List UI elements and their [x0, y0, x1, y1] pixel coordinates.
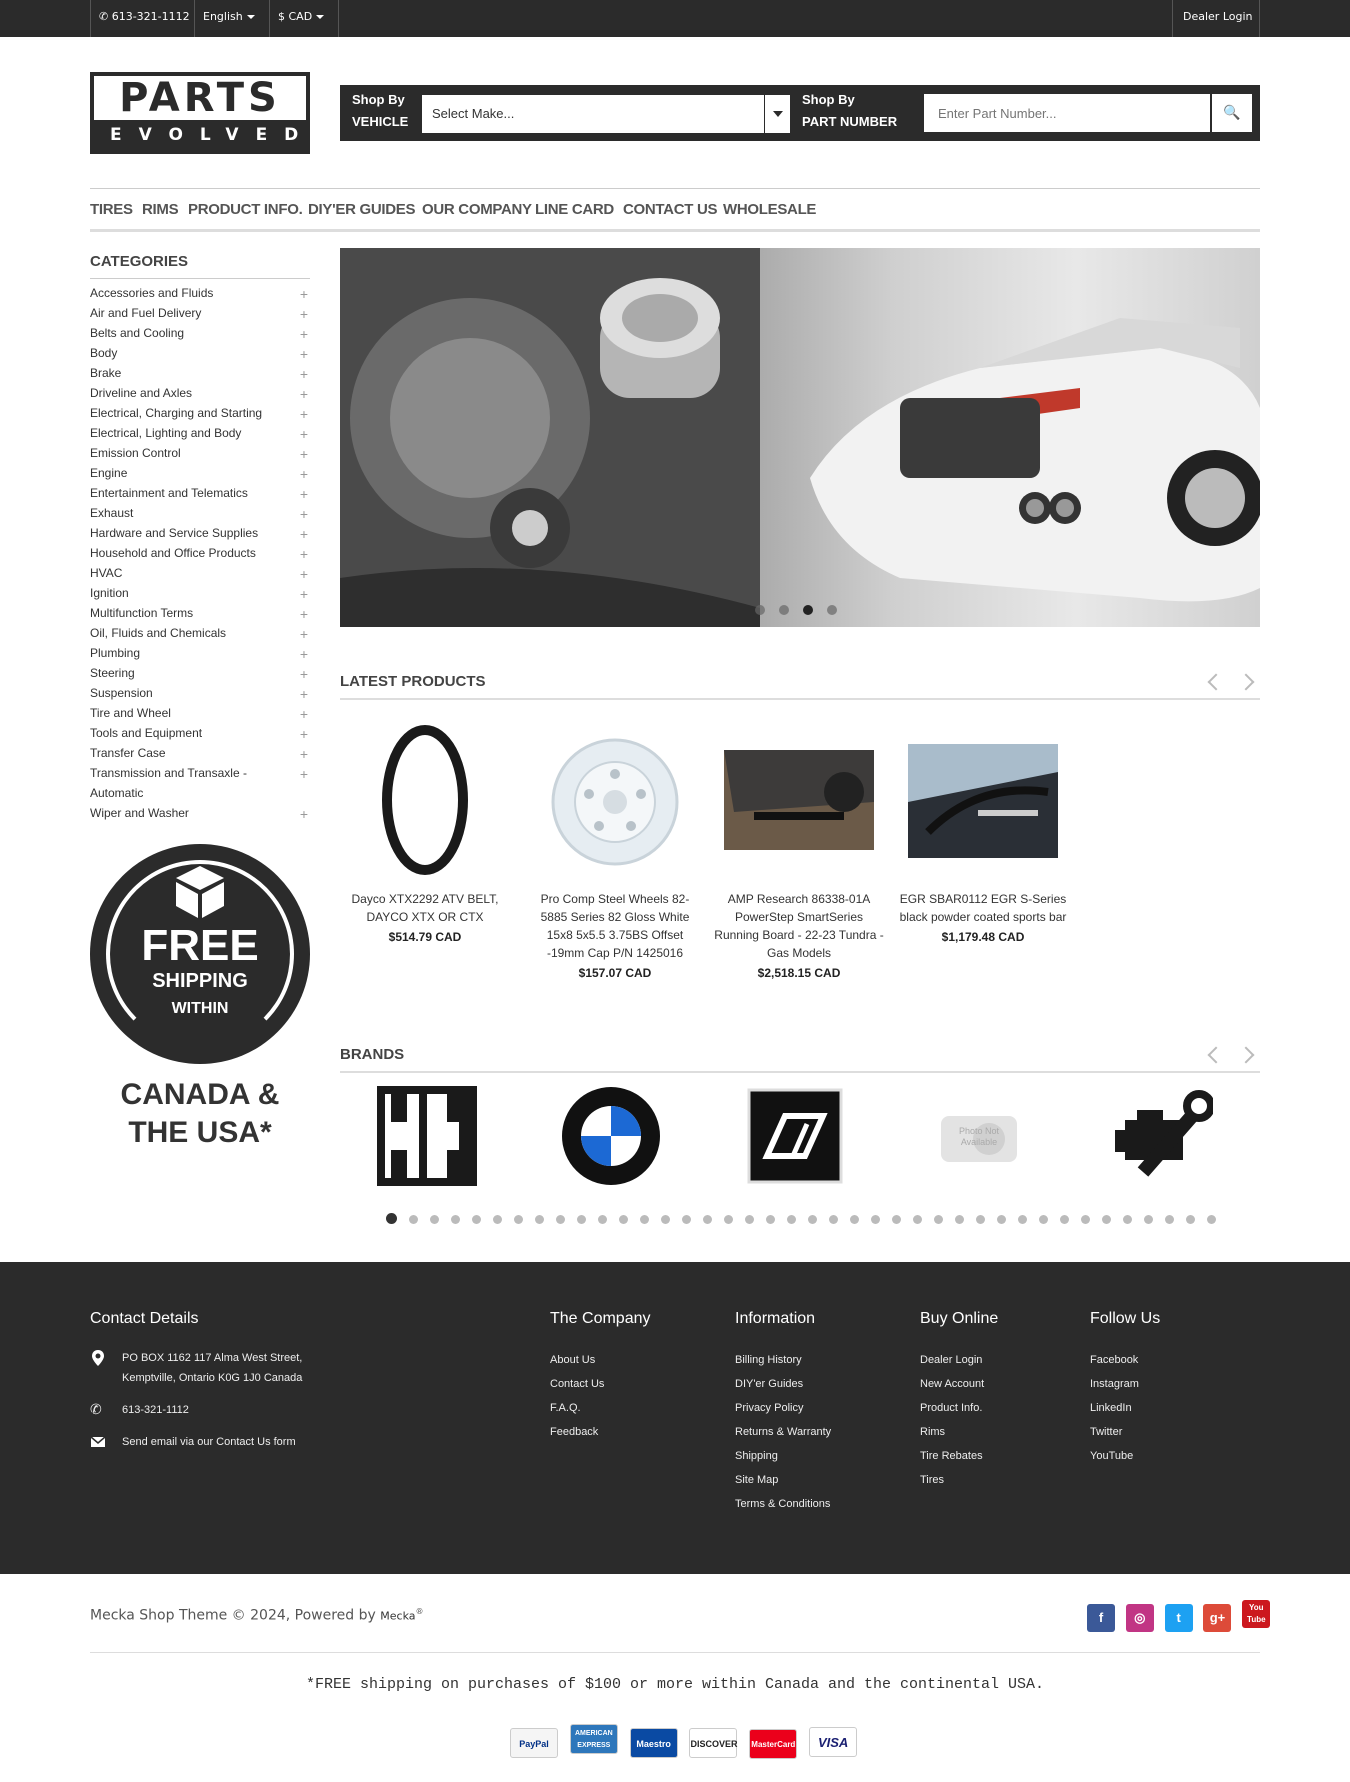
dealer-login-link[interactable]	[1172, 0, 1260, 37]
brand-dot[interactable]	[955, 1215, 964, 1224]
footer-contact-title: Contact Details	[90, 1310, 199, 1327]
brands-title: BRANDS	[340, 1046, 1260, 1073]
plus-icon[interactable]: +	[299, 686, 308, 702]
brand-logo-jdm[interactable]	[745, 1086, 845, 1186]
footer-follow-title: Follow Us	[1090, 1310, 1161, 1327]
phone-icon: ✆	[99, 10, 109, 23]
free-shipping-badge	[90, 844, 310, 1064]
brand-dot[interactable]	[1039, 1215, 1048, 1224]
mecka-link[interactable]: Mecka	[380, 1609, 416, 1623]
brand-dot[interactable]	[850, 1215, 859, 1224]
paypal-icon: PayPal	[510, 1728, 558, 1758]
brand-dot[interactable]	[619, 1215, 628, 1224]
logo-text-parts: PARTS	[94, 76, 306, 120]
category-item[interactable]: Hardware and Service Supplies +	[90, 526, 308, 542]
product-price: $1,179.48 CAD	[941, 930, 1025, 944]
plus-icon[interactable]: +	[299, 366, 308, 382]
product-card[interactable]	[898, 722, 1068, 944]
product-name[interactable]: Pro Comp Steel Wheels 82-5885 Series 82 Gloss White 15x8 5x5.5 3.75BS Offset -19mm Cap P/N 1425016	[540, 892, 690, 960]
footer-buy-online-title: Buy Online	[920, 1310, 999, 1327]
brand-dot[interactable]	[892, 1215, 901, 1224]
footer-link-contact-us[interactable]: Contact Us	[550, 1378, 605, 1390]
brand-logo-placeholder[interactable]	[929, 1086, 1029, 1186]
copyright	[90, 1607, 424, 1624]
plus-icon[interactable]: +	[299, 766, 308, 782]
product-name[interactable]: Dayco XTX2292 ATV BELT, DAYCO XTX OR CTX	[351, 892, 499, 924]
brand-dot[interactable]	[703, 1215, 712, 1224]
category-item[interactable]: Accessories and Fluids +	[90, 286, 308, 302]
category-item[interactable]: Engine +	[90, 466, 308, 482]
wheel-image	[530, 722, 700, 882]
category-item[interactable]: Transmission and Transaxle - Automatic +	[90, 766, 308, 800]
footer-phone[interactable]	[90, 1400, 510, 1420]
footer	[0, 1262, 1350, 1574]
category-item[interactable]: Brake +	[90, 366, 308, 382]
footer-link-returns-warranty[interactable]: Returns & Warranty	[735, 1426, 832, 1438]
photo-not-available-line-2: Available	[960, 1137, 998, 1147]
brand-dot[interactable]	[724, 1215, 733, 1224]
category-item[interactable]: Driveline and Axles +	[90, 386, 308, 402]
footer-link-facebook[interactable]: Facebook	[1090, 1354, 1139, 1366]
plus-icon[interactable]: +	[299, 746, 308, 762]
footer-link-rims[interactable]: Rims	[920, 1426, 946, 1438]
category-item[interactable]: Transfer Case +	[90, 746, 308, 762]
address	[90, 1348, 510, 1388]
footer-link-linkedin[interactable]: LinkedIn	[1090, 1402, 1132, 1414]
footer-company	[550, 1310, 651, 1444]
product-price: $157.07 CAD	[578, 966, 652, 980]
plus-icon[interactable]: +	[299, 406, 308, 422]
dealer-login-label: Dealer Login	[1183, 10, 1253, 23]
language-label: English	[203, 10, 243, 23]
brand-dot[interactable]	[997, 1215, 1006, 1224]
footer-link-about-us[interactable]: About Us	[550, 1354, 596, 1366]
maestro-icon: Maestro	[630, 1728, 678, 1758]
brands-pagination	[386, 1213, 1228, 1227]
brand-dot[interactable]	[808, 1215, 817, 1224]
banner-pagination	[755, 604, 851, 618]
shop-by-part-label-1: Shop By	[802, 92, 855, 107]
shop-by-vehicle-label-1: Shop By	[352, 92, 405, 107]
brand-dot[interactable]	[577, 1215, 586, 1224]
shipping-note: *FREE shipping on purchases of $100 or more within Canada and the continental USA.	[305, 1676, 1045, 1693]
site-logo[interactable]	[90, 72, 316, 154]
phone-number: 613-321-1112	[111, 10, 190, 23]
banner-dot[interactable]	[755, 605, 765, 615]
bmw-icon	[561, 1086, 661, 1186]
package-icon	[174, 864, 226, 920]
category-item[interactable]: Ignition +	[90, 586, 308, 602]
banner-dot[interactable]	[827, 605, 837, 615]
brand-dot[interactable]	[1165, 1215, 1174, 1224]
logo-text-evolved: EVOLVED	[110, 125, 316, 145]
footer-link-shipping[interactable]: Shipping	[735, 1450, 778, 1462]
footer-link-dealer-login[interactable]: Dealer Login	[920, 1354, 983, 1366]
footer-link-terms[interactable]: Terms & Conditions	[735, 1498, 831, 1510]
search-button[interactable]	[1212, 94, 1252, 132]
plus-icon[interactable]: +	[299, 726, 308, 742]
brand-jdm-icon	[745, 1086, 845, 1186]
divider	[90, 1652, 1260, 1653]
category-item[interactable]: Body +	[90, 346, 308, 362]
phone-link[interactable]	[90, 0, 194, 37]
plus-icon[interactable]: +	[299, 546, 308, 562]
make-select[interactable]: Select Make...	[422, 95, 790, 133]
category-item[interactable]: HVAC +	[90, 566, 308, 582]
plus-icon[interactable]: +	[299, 386, 308, 402]
footer-buy-online	[920, 1310, 998, 1492]
brand-dot-active[interactable]	[386, 1213, 397, 1224]
footer-link-instagram[interactable]: Instagram	[1090, 1378, 1139, 1390]
banner-dot[interactable]	[779, 605, 789, 615]
hero-banner[interactable]	[340, 248, 1260, 627]
plus-icon[interactable]: +	[299, 666, 308, 682]
brand-ee-icon	[377, 1086, 477, 1186]
brand-dot[interactable]	[535, 1215, 544, 1224]
brand-dot[interactable]	[1060, 1215, 1069, 1224]
category-item[interactable]: Steering +	[90, 666, 308, 682]
categories-title: CATEGORIES	[90, 253, 310, 279]
footer-link-privacy-policy[interactable]: Privacy Policy	[735, 1402, 804, 1414]
plus-icon[interactable]: +	[299, 506, 308, 522]
brand-dot[interactable]	[1186, 1215, 1195, 1224]
category-item[interactable]: Exhaust +	[90, 506, 308, 522]
category-item[interactable]: Entertainment and Telematics +	[90, 486, 308, 502]
product-image[interactable]	[530, 722, 700, 882]
nav-product-info[interactable]: PRODUCT INFO.	[188, 201, 303, 218]
belt-image	[340, 722, 510, 882]
nav-diyer-guides[interactable]: DIY'ER GUIDES	[308, 201, 416, 218]
plus-icon[interactable]: +	[299, 466, 308, 482]
nav-our-company[interactable]: OUR COMPANY	[422, 201, 532, 218]
footer-follow	[1090, 1310, 1160, 1468]
footer-link-diyer-guides[interactable]: DIY'er Guides	[735, 1378, 804, 1390]
brand-dot[interactable]	[1144, 1215, 1153, 1224]
category-item[interactable]: Plumbing +	[90, 646, 308, 662]
category-item[interactable]: Suspension +	[90, 686, 308, 702]
plus-icon[interactable]: +	[299, 606, 308, 622]
brand-dot[interactable]	[1207, 1215, 1216, 1224]
categories-list	[90, 283, 310, 823]
plus-icon[interactable]: +	[299, 646, 308, 662]
brand-dot[interactable]	[451, 1215, 460, 1224]
category-item[interactable]: Emission Control +	[90, 446, 308, 462]
visa-icon: VISA	[809, 1727, 857, 1757]
brand-dot[interactable]	[430, 1215, 439, 1224]
search-bar	[340, 85, 1260, 141]
banner-image	[340, 248, 1260, 627]
footer-link-tires[interactable]: Tires	[920, 1474, 945, 1486]
plus-icon[interactable]: +	[299, 346, 308, 362]
registered-mark: ®	[415, 1607, 424, 1616]
brand-dot[interactable]	[787, 1215, 796, 1224]
brand-dot[interactable]	[1018, 1215, 1027, 1224]
nav-line-card[interactable]: LINE CARD	[535, 201, 614, 218]
brand-logo-bmw[interactable]	[561, 1086, 661, 1186]
badge-free-text: FREE	[141, 921, 259, 970]
footer-link-tire-rebates[interactable]: Tire Rebates	[920, 1450, 983, 1462]
plus-icon[interactable]: +	[299, 626, 308, 642]
nav-tires[interactable]: TIRES	[90, 201, 133, 218]
plus-icon[interactable]: +	[299, 486, 308, 502]
footer-information	[735, 1310, 831, 1516]
twitter-icon[interactable]: t	[1165, 1604, 1193, 1632]
latest-products-title: LATEST PRODUCTS	[340, 673, 1260, 700]
footer-company-title: The Company	[550, 1310, 651, 1327]
shop-by-vehicle-label-2: VEHICLE	[352, 114, 409, 129]
plus-icon[interactable]: +	[299, 426, 308, 442]
shop-by-part-label-2: PART NUMBER	[802, 114, 898, 129]
engine-wrench-icon	[1113, 1086, 1213, 1186]
currency-dropdown[interactable]	[269, 0, 339, 37]
address-line-1: PO BOX 1162 117 Alma West Street,	[122, 1352, 303, 1364]
shipping-region-line-1: CANADA &	[120, 1078, 280, 1111]
product-image[interactable]	[898, 722, 1068, 882]
nav-rims[interactable]: RIMS	[142, 201, 179, 218]
banner-dot-active[interactable]	[803, 605, 813, 615]
category-item[interactable]: Wiper and Washer +	[90, 806, 308, 822]
brand-dot[interactable]	[640, 1215, 649, 1224]
nav-contact-us[interactable]: CONTACT US	[623, 201, 718, 218]
product-card[interactable]	[714, 722, 884, 980]
brand-dot[interactable]	[1081, 1215, 1090, 1224]
brand-dot[interactable]	[1102, 1215, 1111, 1224]
part-number-input[interactable]	[924, 94, 1210, 132]
badge-shipping-text: SHIPPING	[152, 970, 248, 992]
amex-icon: AMERICAN EXPRESS	[570, 1724, 618, 1754]
product-price: $514.79 CAD	[388, 930, 462, 944]
plus-icon[interactable]: +	[299, 306, 308, 322]
brand-dot[interactable]	[493, 1215, 502, 1224]
footer-link-site-map[interactable]: Site Map	[735, 1474, 779, 1486]
sports-bar-image	[898, 722, 1068, 882]
photo-not-available-line-1: Photo Not	[958, 1126, 1000, 1136]
language-dropdown[interactable]	[194, 0, 269, 37]
category-item[interactable]: Household and Office Products +	[90, 546, 308, 562]
category-item[interactable]: Multifunction Terms +	[90, 606, 308, 622]
product-price: $2,518.15 CAD	[757, 966, 841, 980]
plus-icon[interactable]: +	[299, 586, 308, 602]
search-icon: 🔍	[1223, 105, 1241, 121]
category-item[interactable]: Oil, Fluids and Chemicals +	[90, 626, 308, 642]
nav-wholesale[interactable]: WHOLESALE	[723, 201, 817, 218]
brand-dot[interactable]	[556, 1215, 565, 1224]
footer-contact	[90, 1310, 510, 1464]
brand-dot[interactable]	[472, 1215, 481, 1224]
product-image[interactable]	[340, 722, 510, 882]
plus-icon[interactable]: +	[299, 806, 308, 822]
product-card[interactable]	[530, 722, 700, 980]
facebook-icon[interactable]: f	[1087, 1604, 1115, 1632]
youtube-icon[interactable]: You Tube	[1242, 1600, 1270, 1628]
brand-dot[interactable]	[661, 1215, 670, 1224]
phone-icon: ✆	[90, 1401, 102, 1417]
category-item[interactable]: Air and Fuel Delivery +	[90, 306, 308, 322]
payment-methods	[510, 1724, 865, 1759]
plus-icon[interactable]: +	[299, 326, 308, 342]
brand-dot[interactable]	[766, 1215, 775, 1224]
chevron-down-icon	[247, 15, 255, 19]
footer-link-twitter[interactable]: Twitter	[1090, 1426, 1123, 1438]
address-line-2: Kemptville, Ontario K0G 1J0 Canada	[122, 1372, 303, 1384]
top-bar	[0, 0, 1350, 37]
plus-icon[interactable]: +	[299, 526, 308, 542]
footer-link-billing-history[interactable]: Billing History	[735, 1354, 802, 1366]
category-item[interactable]: Tools and Equipment +	[90, 726, 308, 742]
envelope-icon	[90, 1434, 106, 1450]
category-item[interactable]: Belts and Cooling +	[90, 326, 308, 342]
product-name[interactable]: AMP Research 86338-01A PowerStep SmartSeries Running Board - 22-23 Tundra - Gas Models	[714, 892, 884, 960]
footer-link-feedback[interactable]: Feedback	[550, 1426, 599, 1438]
brand-dot[interactable]	[976, 1215, 985, 1224]
category-item[interactable]: Electrical, Lighting and Body +	[90, 426, 308, 442]
footer-link-new-account[interactable]: New Account	[920, 1378, 985, 1390]
footer-email-text: Send email via our Contact Us form	[122, 1436, 296, 1448]
brand-dot[interactable]	[745, 1215, 754, 1224]
brand-dot[interactable]	[409, 1215, 418, 1224]
plus-icon[interactable]: +	[299, 566, 308, 582]
chevron-down-icon[interactable]	[764, 95, 790, 133]
product-name[interactable]: EGR SBAR0112 EGR S-Series black powder coated sports bar	[899, 892, 1067, 924]
product-image[interactable]	[714, 722, 884, 882]
shipping-region-line-2: THE USA*	[128, 1116, 272, 1149]
product-card[interactable]	[340, 722, 510, 944]
category-item[interactable]: Electrical, Charging and Starting +	[90, 406, 308, 422]
brand-dot[interactable]	[913, 1215, 922, 1224]
footer-information-title: Information	[735, 1310, 816, 1327]
brand-dot[interactable]	[871, 1215, 880, 1224]
badge-within-text: WITHIN	[171, 1000, 229, 1017]
mastercard-icon: MasterCard	[749, 1729, 797, 1759]
category-item[interactable]: Tire and Wheel +	[90, 706, 308, 722]
footer-phone-number: 613-321-1112	[122, 1404, 189, 1416]
copyright-text: Mecka Shop Theme © 2024, Powered by	[90, 1607, 376, 1624]
footer-link-youtube[interactable]: YouTube	[1090, 1450, 1134, 1462]
chevron-down-icon	[316, 15, 324, 19]
brand-dot[interactable]	[1123, 1215, 1132, 1224]
discover-icon: DISCOVER	[689, 1728, 737, 1758]
social-icons	[1080, 1600, 1270, 1632]
brand-dot[interactable]	[934, 1215, 943, 1224]
brand-dot[interactable]	[598, 1215, 607, 1224]
plus-icon[interactable]: +	[299, 286, 308, 302]
shipping-region	[90, 1076, 310, 1152]
plus-icon[interactable]: +	[299, 446, 308, 462]
footer-email[interactable]	[90, 1432, 510, 1452]
instagram-icon[interactable]: ◎	[1126, 1604, 1154, 1632]
brand-logo-engine-wrench[interactable]	[1113, 1086, 1213, 1186]
camera-icon	[929, 1086, 1029, 1186]
main-nav	[90, 188, 1260, 232]
currency-label: $ CAD	[278, 10, 313, 23]
plus-icon[interactable]: +	[299, 706, 308, 722]
brand-logo-ee[interactable]	[377, 1086, 477, 1186]
footer-link-faq[interactable]: F.A.Q.	[550, 1402, 581, 1414]
brand-dot[interactable]	[829, 1215, 838, 1224]
brand-dot[interactable]	[514, 1215, 523, 1224]
footer-link-product-info[interactable]: Product Info.	[920, 1402, 983, 1414]
brand-dot[interactable]	[682, 1215, 691, 1224]
location-pin-icon	[90, 1350, 106, 1366]
google-plus-icon[interactable]: g+	[1203, 1604, 1231, 1632]
running-board-image	[714, 722, 884, 882]
